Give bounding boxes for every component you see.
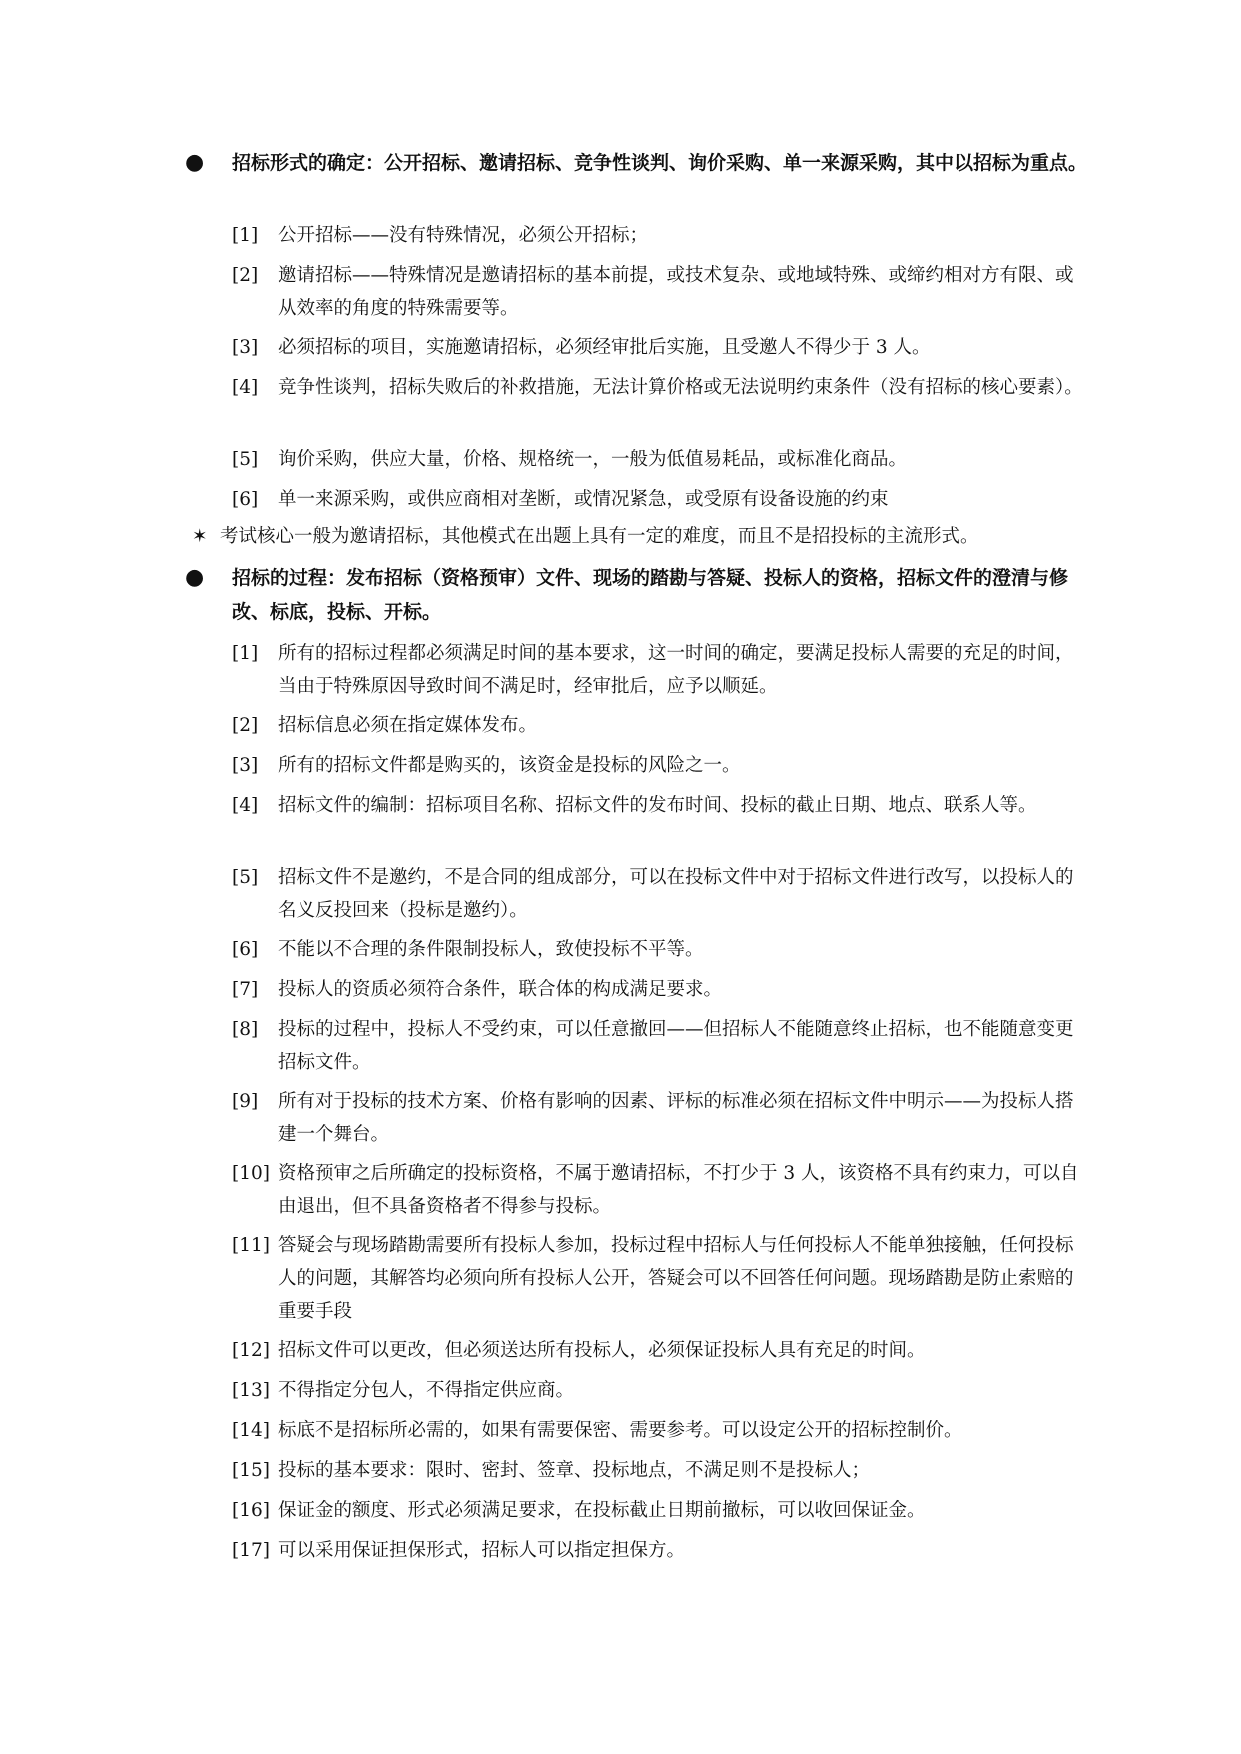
item-number: [14] <box>232 1420 270 1441</box>
item-text: 保证金的额度、形式必须满足要求，在投标截止日期前撤标，可以收回保证金。 <box>278 1500 926 1521</box>
item-text: 标底不是招标所必需的，如果有需要保密、需要参考。可以设定公开的招标控制价。 <box>278 1420 963 1441</box>
item-number: [1] <box>232 643 259 664</box>
item-text: 单一来源采购，或供应商相对垄断，或情况紧急，或受原有设备设施的约束 <box>278 489 889 510</box>
item-number: [6] <box>232 939 259 960</box>
item-text: 公开招标——没有特殊情况，必须公开招标； <box>278 225 649 246</box>
item-text: 不得指定分包人，不得指定供应商。 <box>278 1380 575 1401</box>
star-icon: ✶ <box>192 526 208 547</box>
item-number: [9] <box>232 1091 259 1112</box>
item-text: 所有的招标过程都必须满足时间的基本要求，这一时间的确定，要满足投标人需要的充足的时间，当由于特殊原因导致时间不满足时，经审批后，应予以顺延。 <box>278 643 1074 697</box>
item-number: [2] <box>232 715 259 736</box>
item-text: 资格预审之后所确定的投标资格，不属于邀请招标，不打少于 3 人，该资格不具有约束力，可以自由退出，但不具备资格者不得参与投标。 <box>278 1163 1079 1217</box>
section-title: 招标形式的确定：公开招标、邀请招标、竞争性谈判、询价采购、单一来源采购，其中以招标为重点。 <box>232 152 1088 174</box>
item-number: [12] <box>232 1340 270 1361</box>
item-number: [7] <box>232 979 259 1000</box>
item-text: 投标人的资质必须符合条件，联合体的构成满足要求。 <box>278 979 723 1000</box>
item-number: [1] <box>232 225 259 246</box>
item-number: [8] <box>232 1019 259 1040</box>
item-text: 询价采购，供应大量，价格、规格统一，一般为低值易耗品，或标准化商品。 <box>278 449 908 470</box>
item-text: 答疑会与现场踏勘需要所有投标人参加，投标过程中招标人与任何投标人不能单独接触，任何投标人的问题，其解答均必须向所有投标人公开，答疑会可以不回答任何问题。现场踏勘是防止索赔的重要手段 <box>278 1235 1074 1322</box>
item-text: 投标的过程中，投标人不受约束，可以任意撤回——但招标人不能随意终止招标，也不能随意变更招标文件。 <box>278 1019 1074 1073</box>
item-number: [5] <box>232 449 259 470</box>
bullet-icon: ● <box>185 150 205 175</box>
item-text: 可以采用保证担保形式，招标人可以指定担保方。 <box>278 1540 686 1561</box>
item-text: 招标文件不是邀约，不是合同的组成部分，可以在投标文件中对于招标文件进行改写，以投标人的名义反投回来（投标是邀约）。 <box>278 867 1074 921</box>
item-number: [16] <box>232 1500 270 1521</box>
item-text: 所有的招标文件都是购买的，该资金是投标的风险之一。 <box>278 755 741 776</box>
item-text: 招标文件可以更改，但必须送达所有投标人，必须保证投标人具有充足的时间。 <box>278 1340 926 1361</box>
item-number: [2] <box>232 265 259 286</box>
item-text: 所有对于投标的技术方案、价格有影响的因素、评标的标准必须在招标文件中明示——为投标人搭建一个舞台。 <box>278 1091 1074 1145</box>
item-number: [3] <box>232 337 259 358</box>
item-text: 投标的基本要求：限时、密封、签章、投标地点，不满足则不是投标人； <box>278 1460 871 1481</box>
item-number: [17] <box>232 1540 270 1561</box>
item-text: 不能以不合理的条件限制投标人，致使投标不平等。 <box>278 939 704 960</box>
item-number: [11] <box>232 1235 270 1256</box>
item-number: [5] <box>232 867 259 888</box>
item-text: 招标信息必须在指定媒体发布。 <box>278 715 538 736</box>
bullet-icon: ● <box>185 565 205 590</box>
item-text: 邀请招标——特殊情况是邀请招标的基本前提，或技术复杂、或地域特殊、或缔约相对方有限、或从效率的角度的特殊需要等。 <box>278 265 1074 319</box>
item-text: 招标文件的编制：招标项目名称、招标文件的发布时间、投标的截止日期、地点、联系人等。 <box>278 795 1037 816</box>
item-number: [4] <box>232 377 259 398</box>
note-text: 考试核心一般为邀请招标，其他模式在出题上具有一定的难度，而且不是招投标的主流形式。 <box>220 526 979 547</box>
item-number: [10] <box>232 1163 270 1184</box>
item-number: [4] <box>232 795 259 816</box>
item-number: [6] <box>232 489 259 510</box>
section-title: 招标的过程：发布招标（资格预审）文件、现场的踏勘与答疑、投标人的资格，招标文件的澄清与修改、标底，投标、开标。 <box>232 567 1069 623</box>
item-text: 竞争性谈判，招标失败后的补救措施，无法计算价格或无法说明约束条件（没有招标的核心要素）。 <box>278 377 1083 398</box>
item-text: 必须招标的项目，实施邀请招标，必须经审批后实施，且受邀人不得少于 3 人。 <box>278 337 931 358</box>
item-number: [3] <box>232 755 259 776</box>
item-number: [13] <box>232 1380 270 1401</box>
item-number: [15] <box>232 1460 270 1481</box>
